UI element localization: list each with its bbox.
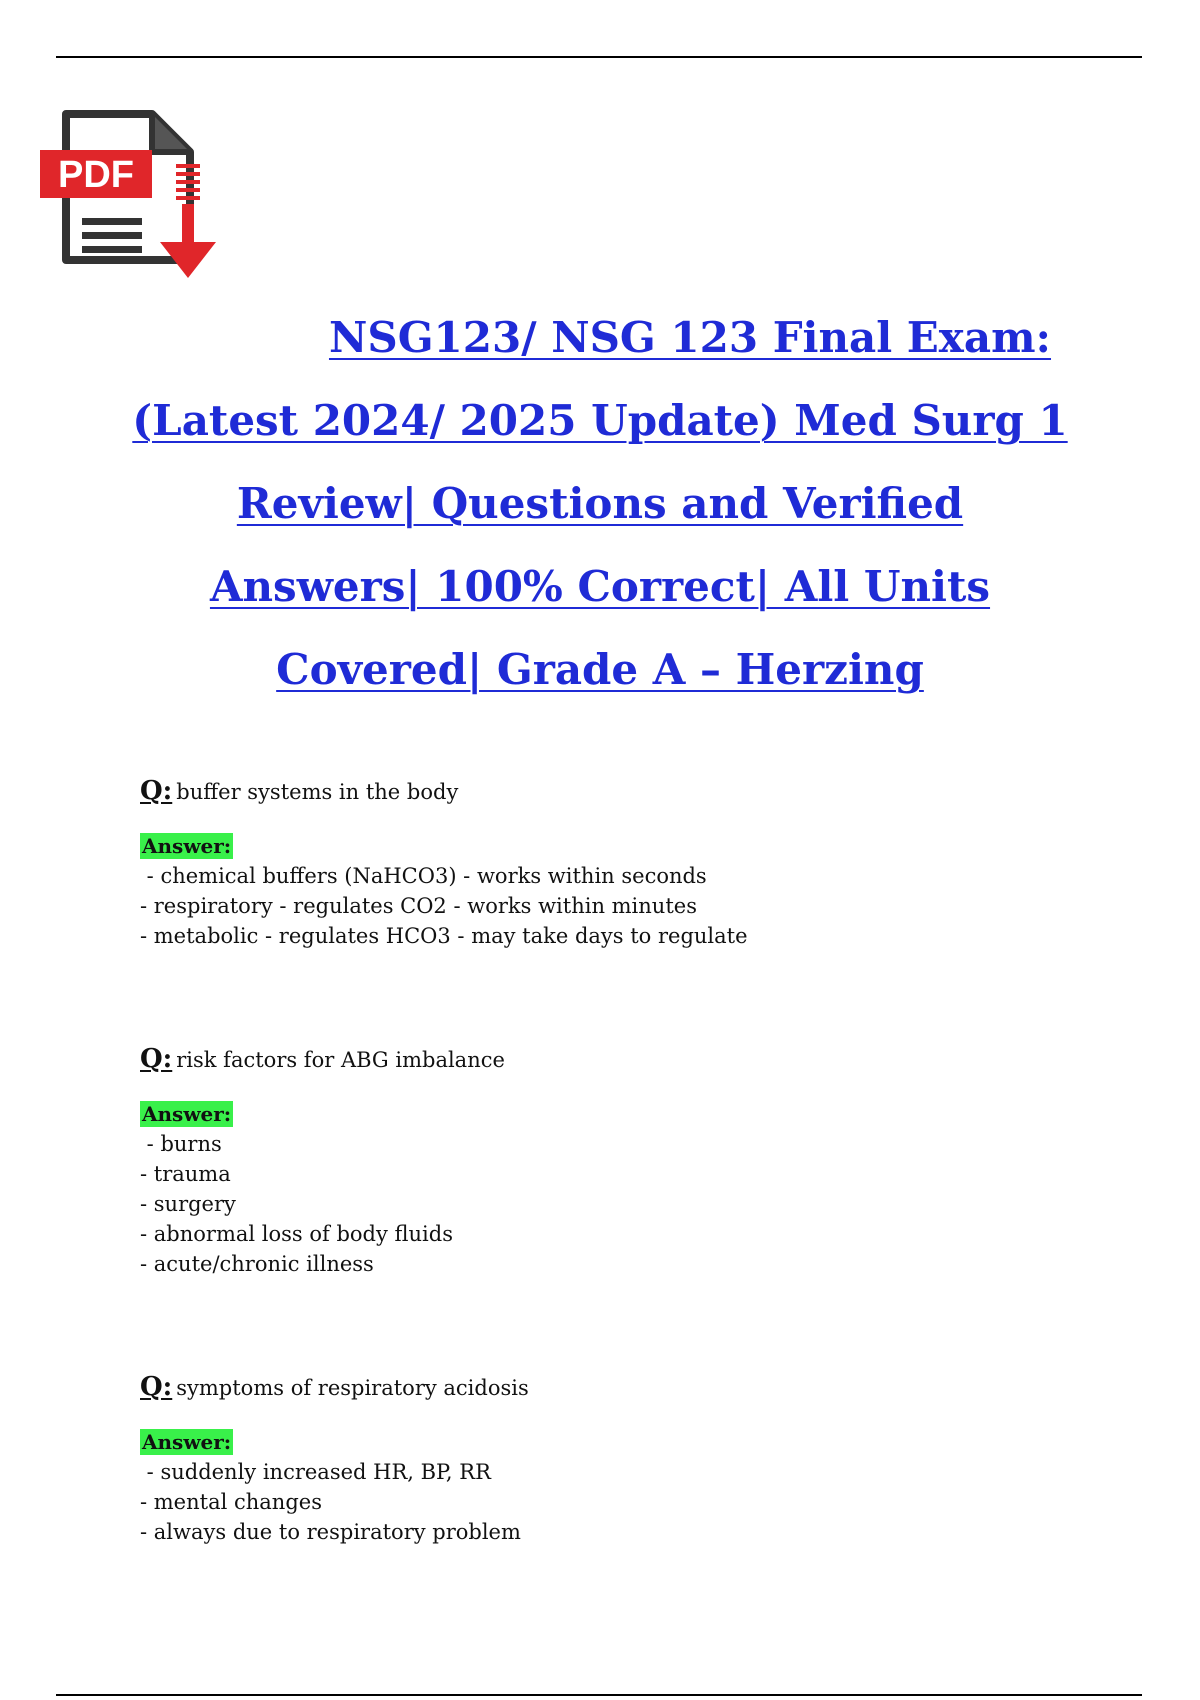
answer-list: [140, 1457, 1040, 1547]
answer-item: - suddenly increased HR, BP, RR: [140, 1460, 491, 1484]
answer-item: - acute/chronic illness: [140, 1252, 374, 1276]
qa-item: [140, 776, 1040, 951]
question-label: Q:: [140, 776, 173, 806]
answer-item: - always due to respiratory problem: [140, 1520, 521, 1544]
bottom-rule: [56, 1694, 1142, 1696]
question-text: symptoms of respiratory acidosis: [176, 1376, 529, 1400]
top-rule: [56, 56, 1142, 58]
question-text: buffer systems in the body: [176, 780, 459, 804]
title-line-text: Answers| 100% Correct| All Units: [209, 562, 991, 611]
question-label: Q:: [140, 1372, 173, 1402]
question-row: [140, 1044, 1040, 1075]
answer-item: - burns: [140, 1132, 222, 1156]
answer-item: - metabolic - regulates HCO3 - may take days to regulate: [140, 924, 748, 948]
document-title: [100, 296, 1100, 711]
question-row: [140, 1372, 1040, 1403]
pdf-download-icon: [40, 110, 230, 300]
answer-label: Answer:: [142, 834, 232, 858]
question-text: risk factors for ABG imbalance: [176, 1048, 505, 1072]
answer-item: - surgery: [140, 1192, 236, 1216]
title-line: [100, 379, 1100, 462]
answer-label: Answer:: [142, 1102, 232, 1126]
question-row: [140, 776, 1040, 807]
answer-list: [140, 861, 1040, 951]
qa-item: [140, 1372, 1040, 1547]
title-line: [100, 545, 1100, 628]
title-line: [100, 296, 1100, 379]
answer-label: Answer:: [142, 1430, 232, 1454]
title-line-text: Review| Questions and Verified: [236, 479, 964, 528]
title-line: [100, 462, 1100, 545]
answer-item: - mental changes: [140, 1490, 322, 1514]
pdf-label-text: PDF: [58, 154, 134, 196]
answer-item: - chemical buffers (NaHCO3) - works within seconds: [140, 864, 707, 888]
qa-item: [140, 1044, 1040, 1279]
answer-item: - trauma: [140, 1162, 231, 1186]
answer-list: [140, 1129, 1040, 1279]
title-line-text: NSG123/ NSG 123 Final Exam:: [328, 313, 1052, 362]
answer-item: - respiratory - regulates CO2 - works within minutes: [140, 894, 697, 918]
title-line-text: Covered| Grade A – Herzing: [276, 645, 924, 694]
question-label: Q:: [140, 1044, 173, 1074]
title-line-text: (Latest 2024/ 2025 Update) Med Surg 1: [132, 396, 1068, 445]
title-line: [100, 628, 1100, 711]
answer-item: - abnormal loss of body fluids: [140, 1222, 453, 1246]
